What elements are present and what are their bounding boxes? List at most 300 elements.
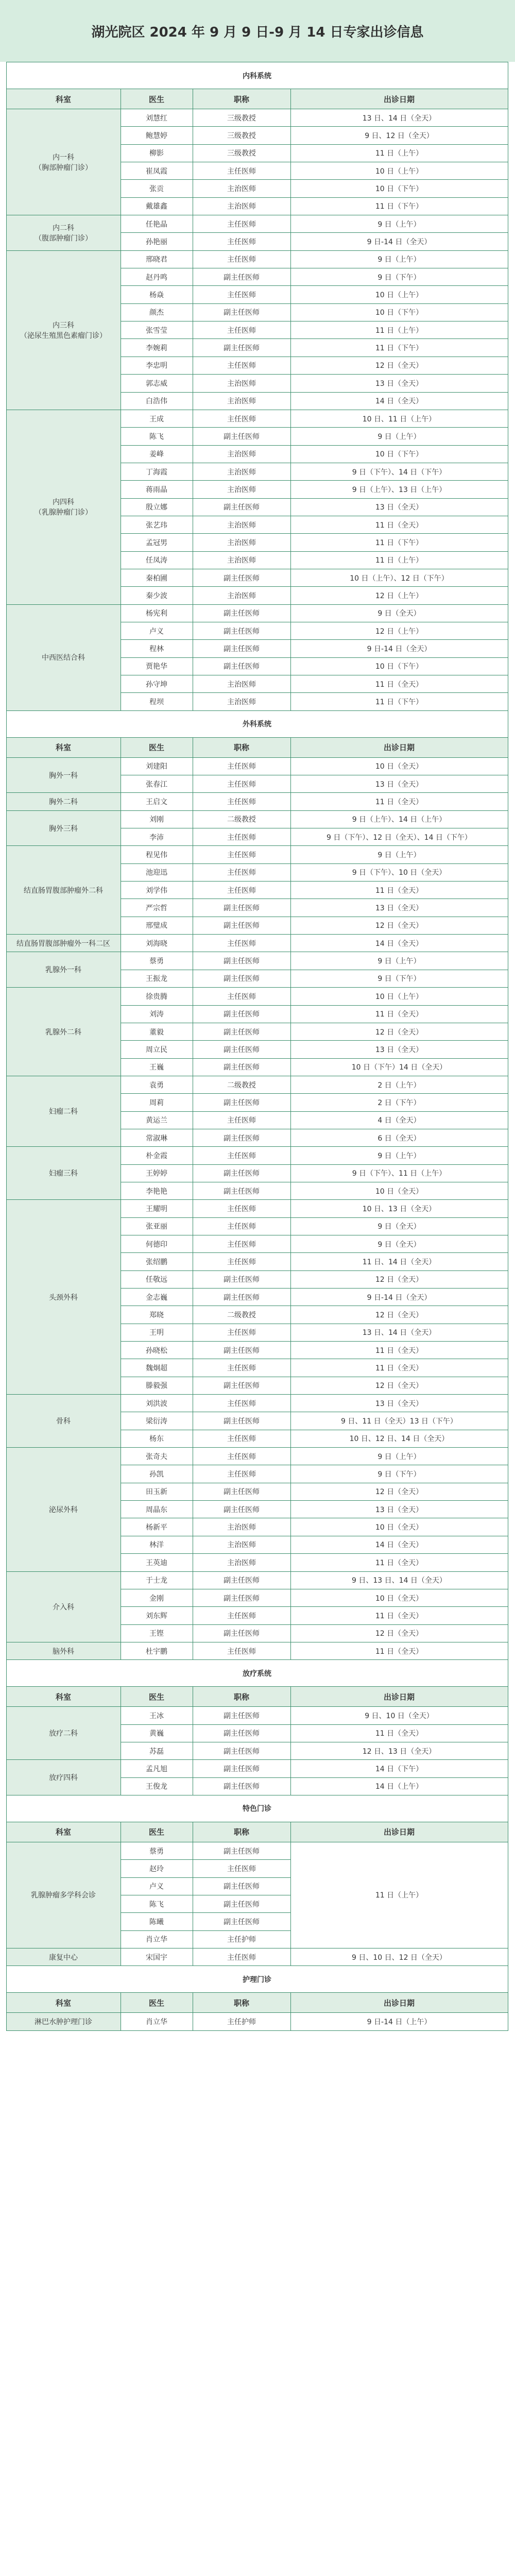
margin-left bbox=[0, 1023, 6, 1040]
table-row bbox=[0, 1642, 515, 1659]
clinic-date: 12 日（全天） bbox=[290, 1023, 508, 1040]
margin-right bbox=[508, 657, 515, 675]
margin-left bbox=[0, 144, 6, 162]
clinic-date: 11 日（全天） bbox=[290, 1359, 508, 1377]
margin-right bbox=[508, 1058, 515, 1076]
clinic-date: 9 日（上午） bbox=[290, 215, 508, 233]
margin-left bbox=[0, 1147, 6, 1164]
department-name: 介入科 bbox=[53, 1603, 74, 1612]
clinic-date: 11 日（下午） bbox=[290, 693, 508, 710]
doctor-title: 副主任医师 bbox=[193, 569, 290, 586]
doctor-title: 主任医师 bbox=[193, 828, 290, 846]
department-name: 胸外二科 bbox=[49, 798, 78, 807]
margin-left bbox=[0, 339, 6, 357]
doctor-title: 主任医师 bbox=[193, 215, 290, 233]
margin-left bbox=[0, 1058, 6, 1076]
margin-right bbox=[508, 1930, 515, 1948]
margin-right bbox=[508, 428, 515, 445]
doctor-title: 主任医师 bbox=[193, 775, 290, 793]
margin-right bbox=[508, 498, 515, 516]
table-row bbox=[0, 988, 515, 1005]
margin-left bbox=[0, 1760, 6, 1777]
clinic-date: 9 日-14 日（上午） bbox=[290, 2013, 508, 2030]
clinic-date: 14 日（下午） bbox=[290, 1760, 508, 1777]
doctor-title: 主任护师 bbox=[193, 1930, 290, 1948]
margin-right bbox=[508, 917, 515, 934]
doctor-name: 蒋雨晶 bbox=[121, 481, 193, 498]
doctor-title: 主治医师 bbox=[193, 534, 290, 551]
doctor-title: 主治医师 bbox=[193, 481, 290, 498]
margin-right bbox=[508, 1707, 515, 1724]
doctor-name: 滕毅强 bbox=[121, 1377, 193, 1394]
margin-left bbox=[0, 1235, 6, 1252]
margin-right bbox=[508, 710, 515, 737]
clinic-date: 10 日、12 日、14 日（全天） bbox=[290, 1430, 508, 1447]
doctor-title: 三级教授 bbox=[193, 127, 290, 144]
doctor-title: 主治医师 bbox=[193, 551, 290, 569]
doctor-name: 刘慧红 bbox=[121, 109, 193, 127]
clinic-date: 11 日（下午） bbox=[290, 339, 508, 357]
doctor-title: 主治医师 bbox=[193, 516, 290, 533]
header-doctor: 医生 bbox=[121, 89, 193, 109]
margin-left bbox=[0, 917, 6, 934]
doctor-title: 主任医师 bbox=[193, 1111, 290, 1129]
margin-right bbox=[508, 1235, 515, 1252]
doctor-title: 主任医师 bbox=[193, 250, 290, 268]
margin-right bbox=[508, 604, 515, 622]
doctor-name: 常淑琳 bbox=[121, 1129, 193, 1146]
margin-right bbox=[508, 321, 515, 339]
section-title: 放疗系统 bbox=[6, 1660, 508, 1687]
clinic-date: 10 日（上午）、12 日（下午） bbox=[290, 569, 508, 586]
doctor-name: 袁勇 bbox=[121, 1076, 193, 1093]
table-row bbox=[0, 2013, 515, 2030]
header-doctor: 医生 bbox=[121, 1993, 193, 2013]
doctor-title: 主治医师 bbox=[193, 392, 290, 410]
doctor-name: 金刚 bbox=[121, 1589, 193, 1606]
margin-left bbox=[0, 1448, 6, 1465]
margin-right bbox=[508, 1306, 515, 1324]
doctor-title: 主任医师 bbox=[193, 1642, 290, 1659]
doctor-name: 孙守坤 bbox=[121, 675, 193, 693]
margin-right bbox=[508, 1724, 515, 1742]
margin-left bbox=[0, 428, 6, 445]
clinic-date: 11 日（全天） bbox=[290, 675, 508, 693]
margin-right bbox=[508, 1448, 515, 1465]
margin-left bbox=[0, 935, 6, 952]
doctor-name: 田玉新 bbox=[121, 1483, 193, 1500]
margin-left bbox=[0, 215, 6, 233]
clinic-date: 9 日（上午）、14 日（上午） bbox=[290, 810, 508, 828]
department-name: 脑外科 bbox=[53, 1647, 74, 1656]
doctor-name: 杨东 bbox=[121, 1430, 193, 1447]
doctor-name: 杜宇鹏 bbox=[121, 1642, 193, 1659]
doctor-title: 副主任医师 bbox=[193, 1289, 290, 1306]
margin-right bbox=[508, 1359, 515, 1377]
margin-right bbox=[508, 1253, 515, 1270]
margin-right bbox=[508, 863, 515, 881]
margin-right bbox=[508, 357, 515, 374]
margin-left bbox=[0, 62, 6, 89]
margin-left bbox=[0, 1324, 6, 1341]
margin-right bbox=[508, 180, 515, 197]
table-row bbox=[0, 1395, 515, 1412]
section-title: 外科系统 bbox=[6, 710, 508, 737]
doctor-name: 黄巍 bbox=[121, 1724, 193, 1742]
margin-right bbox=[508, 737, 515, 757]
margin-left bbox=[0, 250, 6, 268]
margin-left bbox=[0, 498, 6, 516]
doctor-name: 王俊龙 bbox=[121, 1777, 193, 1795]
margin-right bbox=[508, 693, 515, 710]
margin-left bbox=[0, 640, 6, 657]
margin-left bbox=[0, 657, 6, 675]
header-row bbox=[0, 89, 515, 109]
table-row bbox=[0, 1200, 515, 1217]
margin-left bbox=[0, 303, 6, 321]
doctor-title: 副主任医师 bbox=[193, 1182, 290, 1199]
margin-right bbox=[508, 481, 515, 498]
clinic-date: 9 日（上午） bbox=[290, 846, 508, 863]
margin-left bbox=[0, 1306, 6, 1324]
margin-left bbox=[0, 675, 6, 693]
department-cell bbox=[6, 1948, 121, 1966]
clinic-date: 12 日（全天） bbox=[290, 1377, 508, 1394]
table-row bbox=[0, 952, 515, 970]
table-row bbox=[0, 1571, 515, 1589]
margin-right bbox=[508, 215, 515, 233]
doctor-name: 张艺玮 bbox=[121, 516, 193, 533]
margin-right bbox=[508, 587, 515, 604]
clinic-date: 11 日（上午） bbox=[290, 321, 508, 339]
clinic-date: 13 日（全天） bbox=[290, 375, 508, 392]
margin-right bbox=[508, 1147, 515, 1164]
clinic-date: 12 日、13 日（全天） bbox=[290, 1742, 508, 1759]
table-row bbox=[0, 810, 515, 828]
margin-right bbox=[508, 569, 515, 586]
margin-right bbox=[508, 516, 515, 533]
margin-left bbox=[0, 1742, 6, 1759]
clinic-date: 11 日（全天） bbox=[290, 793, 508, 810]
header-row bbox=[0, 737, 515, 757]
doctor-title: 副主任医师 bbox=[193, 1412, 290, 1430]
clinic-date: 11 日（全天） bbox=[290, 1342, 508, 1359]
margin-right bbox=[508, 1217, 515, 1235]
doctor-title: 二级教授 bbox=[193, 810, 290, 828]
doctor-name: 白浩伟 bbox=[121, 392, 193, 410]
margin-left bbox=[0, 233, 6, 250]
margin-left bbox=[0, 1412, 6, 1430]
margin-left bbox=[0, 375, 6, 392]
doctor-name: 崔凤霞 bbox=[121, 162, 193, 180]
margin-right bbox=[508, 2013, 515, 2030]
margin-right bbox=[508, 1660, 515, 1687]
doctor-name: 蔡勇 bbox=[121, 1842, 193, 1859]
doctor-name: 张亚丽 bbox=[121, 1217, 193, 1235]
department-cell bbox=[6, 109, 121, 215]
margin-left bbox=[0, 1200, 6, 1217]
margin-left bbox=[0, 1948, 6, 1966]
doctor-title: 副主任医师 bbox=[193, 604, 290, 622]
clinic-date: 12 日（全天） bbox=[290, 917, 508, 934]
margin-right bbox=[508, 392, 515, 410]
doctor-name: 王铿 bbox=[121, 1624, 193, 1642]
doctor-title: 主任医师 bbox=[193, 162, 290, 180]
doctor-title: 主任医师 bbox=[193, 1217, 290, 1235]
margin-right bbox=[508, 1948, 515, 1966]
doctor-title: 副主任医师 bbox=[193, 1842, 290, 1859]
margin-left bbox=[0, 1465, 6, 1483]
doctor-title: 副主任医师 bbox=[193, 1483, 290, 1500]
clinic-date: 12 日（上午） bbox=[290, 622, 508, 639]
doctor-title: 副主任医师 bbox=[193, 268, 290, 286]
clinic-date: 9 日（全天） bbox=[290, 1217, 508, 1235]
clinic-date: 10 日（全天） bbox=[290, 1182, 508, 1199]
clinic-date: 9 日（下午）、12 日（全天）、14 日（下午） bbox=[290, 828, 508, 846]
doctor-title: 副主任医师 bbox=[193, 657, 290, 675]
margin-left bbox=[0, 793, 6, 810]
margin-left bbox=[0, 863, 6, 881]
doctor-title: 主任医师 bbox=[193, 882, 290, 899]
margin-right bbox=[508, 793, 515, 810]
margin-right bbox=[508, 62, 515, 89]
doctor-name: 王耀明 bbox=[121, 1200, 193, 1217]
margin-right bbox=[508, 1607, 515, 1624]
margin-right bbox=[508, 1536, 515, 1553]
margin-right bbox=[508, 1324, 515, 1341]
department-name: 内一科 （胸部肿瘤门诊） bbox=[35, 153, 92, 172]
doctor-name: 赵丹鸣 bbox=[121, 268, 193, 286]
department-cell bbox=[6, 952, 121, 988]
doctor-title: 主治医师 bbox=[193, 180, 290, 197]
margin-right bbox=[508, 1860, 515, 1877]
margin-right bbox=[508, 1342, 515, 1359]
doctor-name: 张绍鹏 bbox=[121, 1253, 193, 1270]
doctor-name: 王振龙 bbox=[121, 970, 193, 987]
margin-left bbox=[0, 1129, 6, 1146]
clinic-date: 4 日（全天） bbox=[290, 1111, 508, 1129]
department-name: 乳腺肿瘤多学科会诊 bbox=[31, 1891, 96, 1900]
margin-right bbox=[508, 303, 515, 321]
doctor-title: 副主任医师 bbox=[193, 1571, 290, 1589]
doctor-name: 刘东辉 bbox=[121, 1607, 193, 1624]
margin-right bbox=[508, 1589, 515, 1606]
table-row bbox=[0, 1948, 515, 1966]
doctor-title: 副主任医师 bbox=[193, 1742, 290, 1759]
margin-left bbox=[0, 899, 6, 917]
margin-left bbox=[0, 1607, 6, 1624]
header-doctor: 医生 bbox=[121, 737, 193, 757]
clinic-date: 10 日（下午）14 日（全天） bbox=[290, 1058, 508, 1076]
department-cell bbox=[6, 604, 121, 710]
header-date: 出诊日期 bbox=[290, 1687, 508, 1707]
margin-left bbox=[0, 268, 6, 286]
margin-right bbox=[508, 551, 515, 569]
margin-right bbox=[508, 144, 515, 162]
doctor-title: 主任医师 bbox=[193, 1448, 290, 1465]
clinic-date: 11 日（全天） bbox=[290, 1607, 508, 1624]
margin-left bbox=[0, 846, 6, 863]
margin-left bbox=[0, 1860, 6, 1877]
doctor-title: 主治医师 bbox=[193, 587, 290, 604]
margin-left bbox=[0, 1687, 6, 1707]
doctor-name: 任敬远 bbox=[121, 1270, 193, 1288]
margin-left bbox=[0, 1822, 6, 1842]
margin-left bbox=[0, 197, 6, 215]
clinic-date: 9 日（下午） bbox=[290, 268, 508, 286]
clinic-date: 9 日（下午）、10 日（全天） bbox=[290, 863, 508, 881]
margin-left bbox=[0, 1642, 6, 1659]
clinic-date: 10 日、13 日（全天） bbox=[290, 1200, 508, 1217]
margin-left bbox=[0, 551, 6, 569]
margin-right bbox=[508, 1289, 515, 1306]
doctor-title: 主任医师 bbox=[193, 1607, 290, 1624]
margin-left bbox=[0, 1536, 6, 1553]
department-cell bbox=[6, 410, 121, 604]
clinic-date: 13 日（全天） bbox=[290, 1501, 508, 1518]
clinic-date: 10 日（上午） bbox=[290, 162, 508, 180]
doctor-title: 副主任医师 bbox=[193, 339, 290, 357]
doctor-title: 副主任医师 bbox=[193, 1270, 290, 1288]
doctor-title: 副主任医师 bbox=[193, 1094, 290, 1111]
doctor-name: 金志巍 bbox=[121, 1289, 193, 1306]
department-cell bbox=[6, 2013, 121, 2030]
margin-left bbox=[0, 481, 6, 498]
clinic-date: 9 日（下午）、11 日（上午） bbox=[290, 1164, 508, 1182]
doctor-name: 丁海霞 bbox=[121, 463, 193, 480]
doctor-name: 林洋 bbox=[121, 1536, 193, 1553]
doctor-title: 副主任医师 bbox=[193, 1023, 290, 1040]
margin-left bbox=[0, 410, 6, 427]
doctor-title: 主任医师 bbox=[193, 1465, 290, 1483]
margin-left bbox=[0, 1395, 6, 1412]
doctor-title: 二级教授 bbox=[193, 1076, 290, 1093]
margin-left bbox=[0, 1253, 6, 1270]
margin-right bbox=[508, 622, 515, 639]
table-row bbox=[0, 793, 515, 810]
doctor-title: 主任医师 bbox=[193, 233, 290, 250]
header-row bbox=[0, 1993, 515, 2013]
table-row bbox=[0, 1760, 515, 1777]
doctor-title: 副主任医师 bbox=[193, 1342, 290, 1359]
clinic-date: 14 日（上午） bbox=[290, 1777, 508, 1795]
doctor-name: 程见伟 bbox=[121, 846, 193, 863]
doctor-name: 王明 bbox=[121, 1324, 193, 1341]
doctor-title: 主治医师 bbox=[193, 375, 290, 392]
margin-right bbox=[508, 882, 515, 899]
doctor-name: 王巍 bbox=[121, 1058, 193, 1076]
clinic-date: 10 日（下午） bbox=[290, 657, 508, 675]
doctor-name: 严宗哲 bbox=[121, 899, 193, 917]
doctor-name: 王成 bbox=[121, 410, 193, 427]
margin-right bbox=[508, 1023, 515, 1040]
doctor-name: 刘涛 bbox=[121, 1005, 193, 1023]
section-title: 内科系统 bbox=[6, 62, 508, 89]
clinic-date: 13 日（全天） bbox=[290, 899, 508, 917]
clinic-date: 11 日（全天） bbox=[290, 882, 508, 899]
doctor-name: 程坝 bbox=[121, 693, 193, 710]
clinic-date: 11 日（全天） bbox=[290, 516, 508, 533]
doctor-title: 副主任医师 bbox=[193, 952, 290, 970]
department-cell bbox=[6, 757, 121, 793]
department-name: 结直肠胃腹部肿瘤外二科 bbox=[24, 886, 103, 895]
margin-left bbox=[0, 587, 6, 604]
doctor-name: 陈飞 bbox=[121, 1895, 193, 1912]
doctor-name: 朴金霞 bbox=[121, 1147, 193, 1164]
department-cell bbox=[6, 1842, 121, 1948]
clinic-date: 11 日（上午） bbox=[290, 1842, 508, 1948]
doctor-name: 贾艳华 bbox=[121, 657, 193, 675]
clinic-date: 9 日-14 日（全天） bbox=[290, 233, 508, 250]
doctor-name: 柳影 bbox=[121, 144, 193, 162]
doctor-name: 周立民 bbox=[121, 1041, 193, 1058]
margin-right bbox=[508, 1094, 515, 1111]
doctor-name: 李婉莉 bbox=[121, 339, 193, 357]
margin-left bbox=[0, 1483, 6, 1500]
table-row bbox=[0, 1842, 515, 1859]
margin-left bbox=[0, 286, 6, 303]
margin-left bbox=[0, 1111, 6, 1129]
margin-left bbox=[0, 988, 6, 1005]
doctor-title: 主任医师 bbox=[193, 935, 290, 952]
clinic-date: 10 日（下午） bbox=[290, 445, 508, 463]
section-row bbox=[0, 1966, 515, 1993]
department-name: 骨科 bbox=[56, 1417, 71, 1426]
margin-left bbox=[0, 1966, 6, 1993]
margin-left bbox=[0, 1094, 6, 1111]
department-name: 内四科 （乳腺肿瘤门诊） bbox=[35, 498, 92, 517]
doctor-title: 主治医师 bbox=[193, 1536, 290, 1553]
table-row bbox=[0, 935, 515, 952]
margin-right bbox=[508, 250, 515, 268]
section-row bbox=[0, 1660, 515, 1687]
doctor-title: 主治医师 bbox=[193, 197, 290, 215]
margin-right bbox=[508, 233, 515, 250]
doctor-name: 任凤涛 bbox=[121, 551, 193, 569]
margin-right bbox=[508, 899, 515, 917]
margin-right bbox=[508, 1687, 515, 1707]
margin-right bbox=[508, 1742, 515, 1759]
header-rank: 职称 bbox=[193, 89, 290, 109]
department-name: 淋巴水肿护理门诊 bbox=[35, 2018, 92, 2027]
doctor-name: 张奇夫 bbox=[121, 1448, 193, 1465]
header-date: 出诊日期 bbox=[290, 737, 508, 757]
doctor-name: 任艳晶 bbox=[121, 215, 193, 233]
doctor-name: 邢璧成 bbox=[121, 917, 193, 934]
clinic-date: 12 日（全天） bbox=[290, 1483, 508, 1500]
department-cell bbox=[6, 1760, 121, 1795]
clinic-date: 10 日（下午） bbox=[290, 180, 508, 197]
department-name: 内三科 （泌尿生殖黑色素瘤门诊） bbox=[20, 321, 107, 340]
doctor-title: 主治医师 bbox=[193, 1518, 290, 1536]
margin-right bbox=[508, 846, 515, 863]
margin-right bbox=[508, 162, 515, 180]
clinic-date: 9 日（上午） bbox=[290, 1147, 508, 1164]
clinic-date: 13 日（全天） bbox=[290, 1395, 508, 1412]
clinic-date: 11 日（全天） bbox=[290, 1724, 508, 1742]
margin-left bbox=[0, 392, 6, 410]
margin-left bbox=[0, 1430, 6, 1447]
margin-right bbox=[508, 1624, 515, 1642]
doctor-name: 刘刚 bbox=[121, 810, 193, 828]
doctor-title: 主任护师 bbox=[193, 2013, 290, 2030]
department-name: 中西医结合科 bbox=[42, 654, 85, 663]
doctor-name: 赵玲 bbox=[121, 1860, 193, 1877]
margin-left bbox=[0, 1624, 6, 1642]
department-cell bbox=[6, 1448, 121, 1571]
clinic-date: 12 日（全天） bbox=[290, 1306, 508, 1324]
doctor-title: 主任医师 bbox=[193, 1359, 290, 1377]
